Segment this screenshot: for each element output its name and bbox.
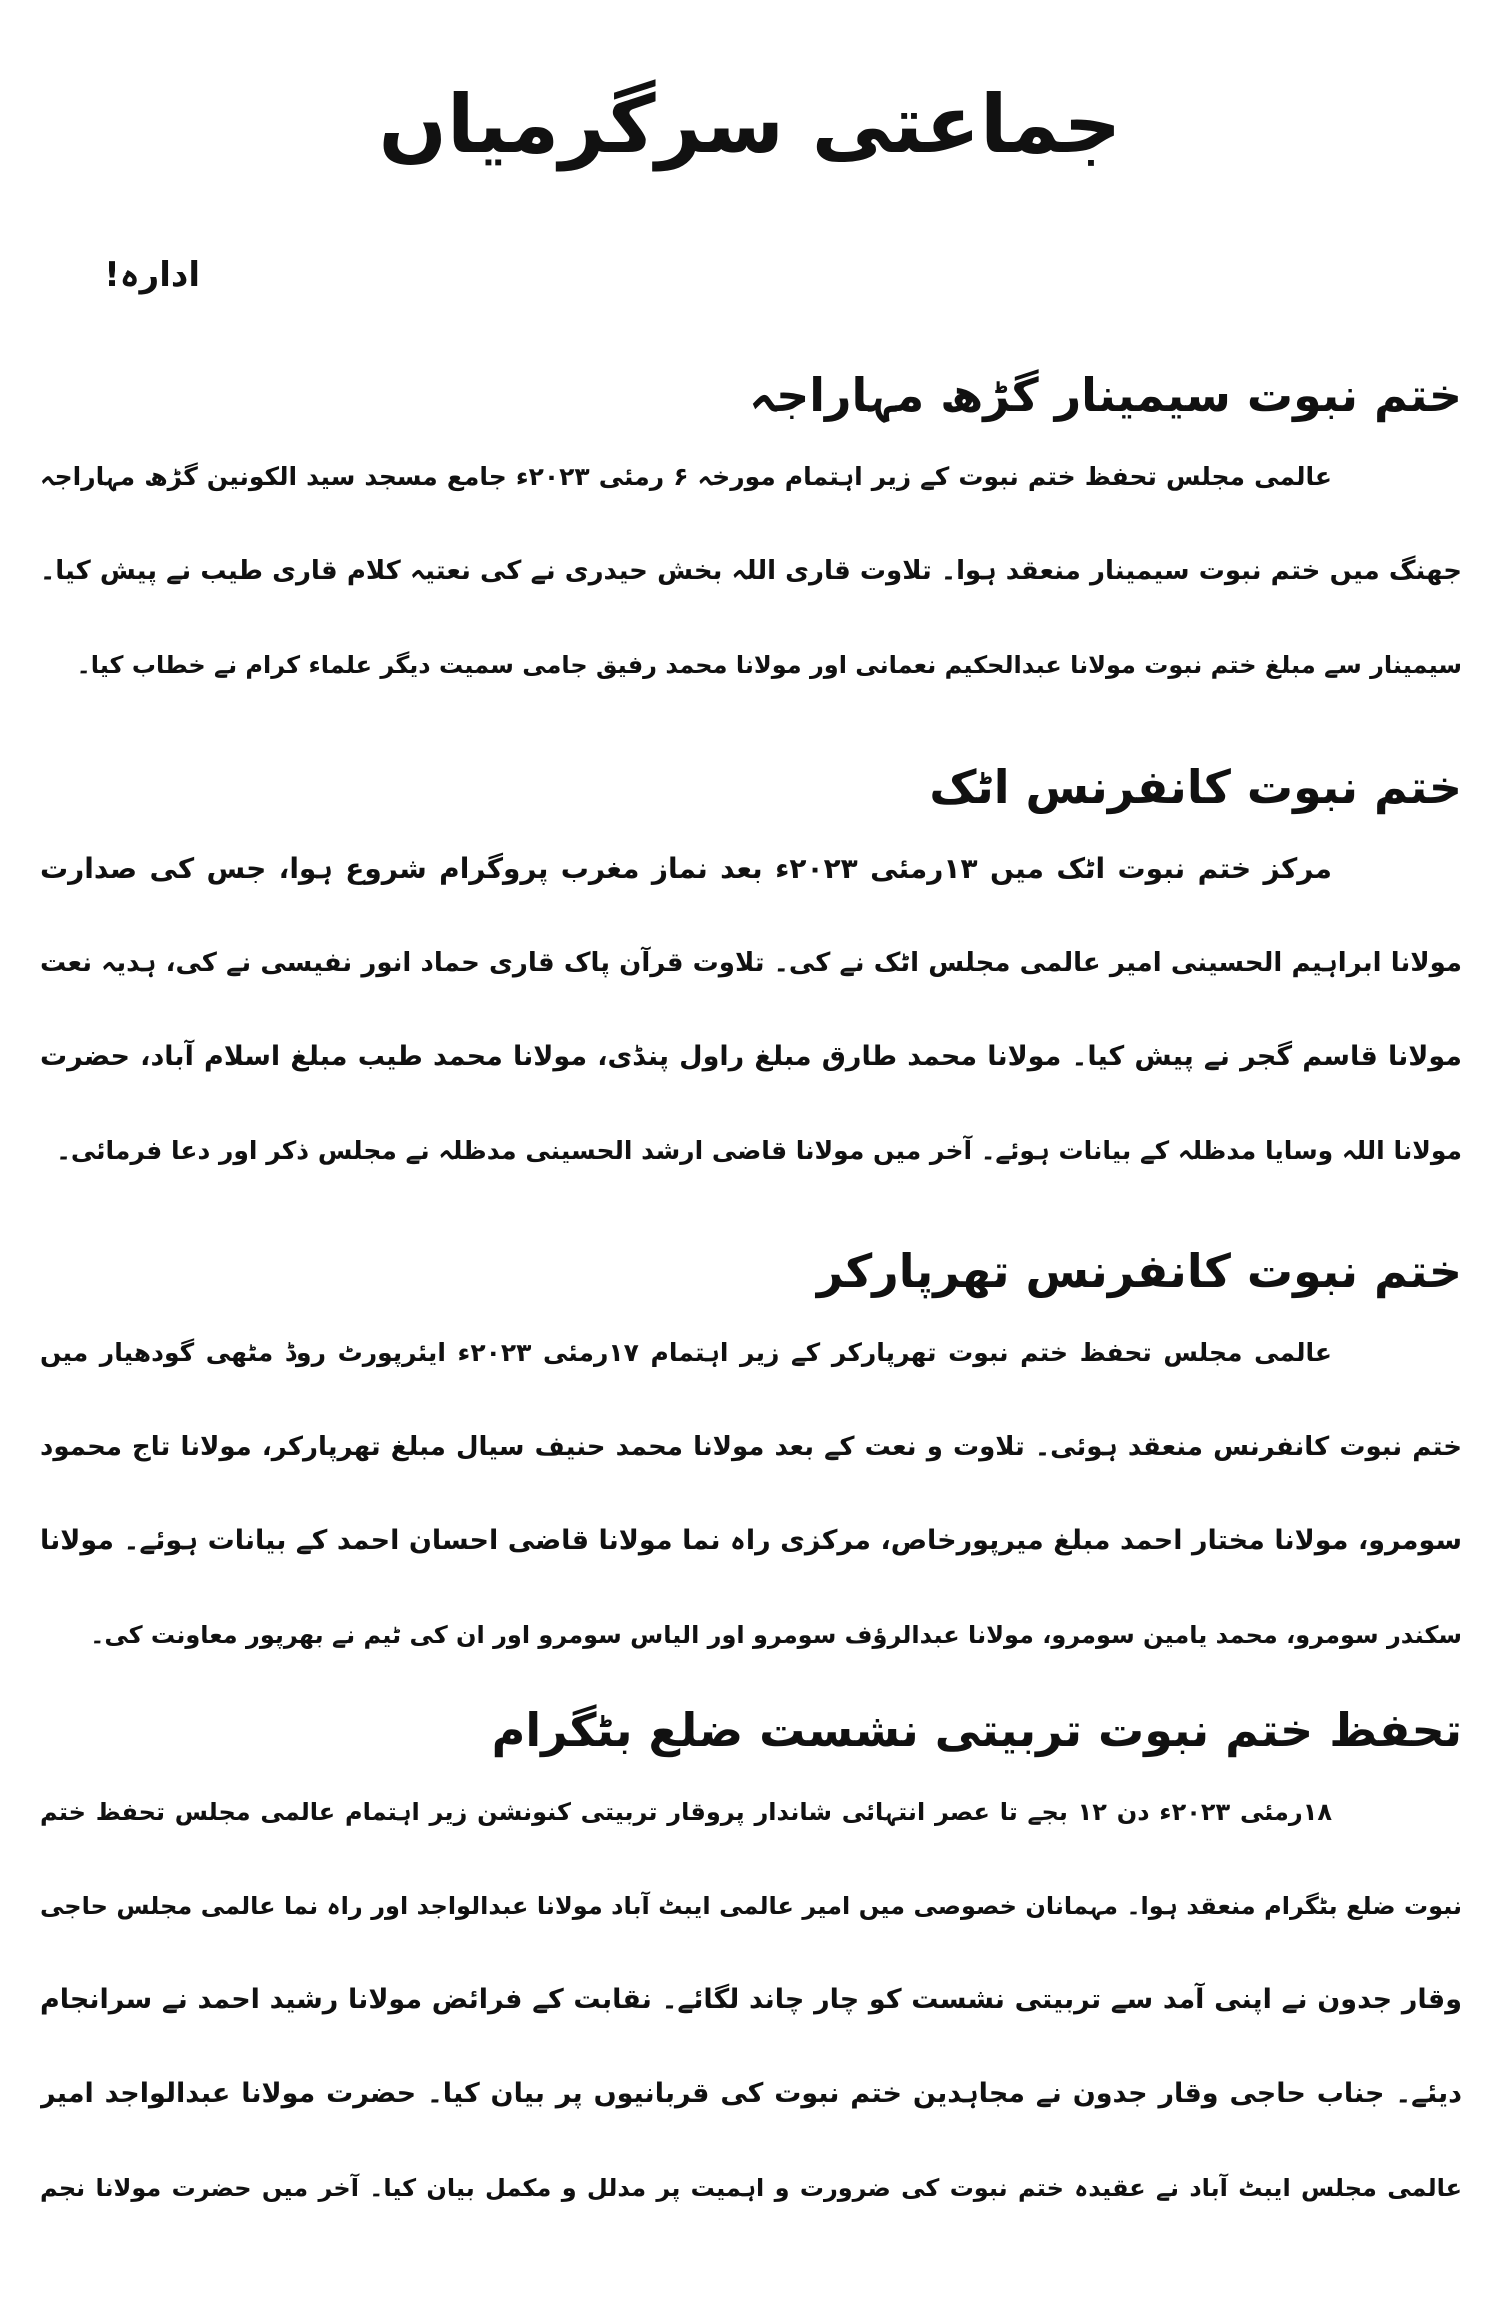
paragraph-line: وقار جدون نے اپنی آمد سے تربیتی نشست کو چار چاند لگائے۔ نقابت کے فرائض مولانا رشید احمد نے سرانجام (40, 1984, 1462, 2015)
paragraph-line: مرکز ختم نبوت اٹک میں ۱۳رمئی ۲۰۲۳ء بعد نماز مغرب پروگرام شروع ہوا، جس کی صدارت (40, 852, 1332, 885)
paragraph-line: مولانا اللہ وسایا مدظلہ کے بیانات ہوئے۔ آخر میں مولانا قاضی ارشد الحسینی مدظلہ نے مجلس ذکر اور دعا فرمائی۔ (56, 1136, 1462, 1165)
paragraph-line: مولانا قاسم گجر نے پیش کیا۔ مولانا محمد طارق مبلغ راول پنڈی، مولانا محمد طیب مبلغ اسلام آباد، حضرت (40, 1041, 1462, 1072)
section-tharparkar (40, 1236, 1462, 1682)
paragraph-line: سومرو، مولانا مختار احمد مبلغ میرپورخاص، مرکزی راہ نما مولانا قاضی احسان احمد کے بیانات ہوئے۔ مولانا (40, 1525, 1462, 1556)
paragraph-line: ۱۸رمئی ۲۰۲۳ء دن ۱۲ بجے تا عصر انتہائی شاندار پروقار تربیتی کنونشن زیر اہتمام عالمی مجلس تحفظ ختم (40, 1798, 1332, 1826)
section-heading: ختم نبوت کانفرنس تھرپارکر (816, 1244, 1462, 1298)
paragraph-line: جھنگ میں ختم نبوت سیمینار منعقد ہوا۔ تلاوت قاری اللہ بخش حیدری نے کی نعتیہ کلام قاری طیب نے پیش کیا۔ (40, 556, 1462, 586)
paragraph-line: عالمی مجلس تحفظ ختم نبوت کے زیر اہتمام مورخہ ۶ رمئی ۲۰۲۳ء جامع مسجد سید الکونین گڑھ مہاراجہ (40, 462, 1332, 491)
paragraph-line: عالمی مجلس ایبٹ آباد نے عقیدہ ختم نبوت کی ضرورت و اہمیت پر مدلل و مکمل بیان کیا۔ آخر میں حضرت مولانا نجم (40, 2174, 1462, 2202)
paragraph-line: مولانا ابراہیم الحسینی امیر عالمی مجلس اٹک نے کی۔ تلاوت قرآن پاک قاری حماد انور نفیسی نے کی، ہدیہ نعت (40, 948, 1462, 978)
page-title: جماعتی سرگرمیاں (378, 78, 1122, 171)
section-heading: ختم نبوت کانفرنس اٹک (929, 760, 1462, 814)
paragraph-line: عالمی مجلس تحفظ ختم نبوت تھرپارکر کے زیر اہتمام ۱۷رمئی ۲۰۲۳ء ایئرپورٹ روڈ مٹھی گودھیار میں (40, 1338, 1332, 1367)
section-heading: تحفظ ختم نبوت تربیتی نشست ضلع بٹگرام (491, 1703, 1462, 1757)
paragraph-line: سیمینار سے مبلغ ختم نبوت مولانا عبدالحکیم نعمانی اور مولانا محمد رفیق جامی سمیت دیگر علماء کرام نے خطاب کیا۔ (76, 651, 1462, 679)
section-heading: ختم نبوت سیمینار گڑھ مہاراجہ (749, 368, 1462, 422)
paragraph-line: سکندر سومرو، محمد یامین سومرو، مولانا عبدالرؤف سومرو اور الیاس سومرو اور ان کی ٹیم نے بھرپور معاونت کی۔ (90, 1621, 1462, 1649)
paragraph-line: ختم نبوت کانفرنس منعقد ہوئی۔ تلاوت و نعت کے بعد مولانا محمد حنیف سیال مبلغ تھرپارکر، مولانا تاج محمود (40, 1432, 1462, 1462)
section-attock (40, 752, 1462, 1198)
paragraph-line: دیئے۔ جناب حاجی وقار جدون نے مجاہدین ختم نبوت کی قربانیوں پر بیان کیا۔ حضرت مولانا عبدالواجد امیر (40, 2078, 1462, 2109)
section-garh-maharaja (40, 360, 1462, 712)
byline: ادارہ! (104, 255, 200, 295)
paragraph-line: نبوت ضلع بٹگرام منعقد ہوا۔ مہمانان خصوصی میں امیر عالمی ایبٹ آباد مولانا عبدالواجد اور راہ نما عالمی مجلس حاجی (40, 1892, 1462, 1920)
section-battagram (40, 1695, 1462, 2235)
